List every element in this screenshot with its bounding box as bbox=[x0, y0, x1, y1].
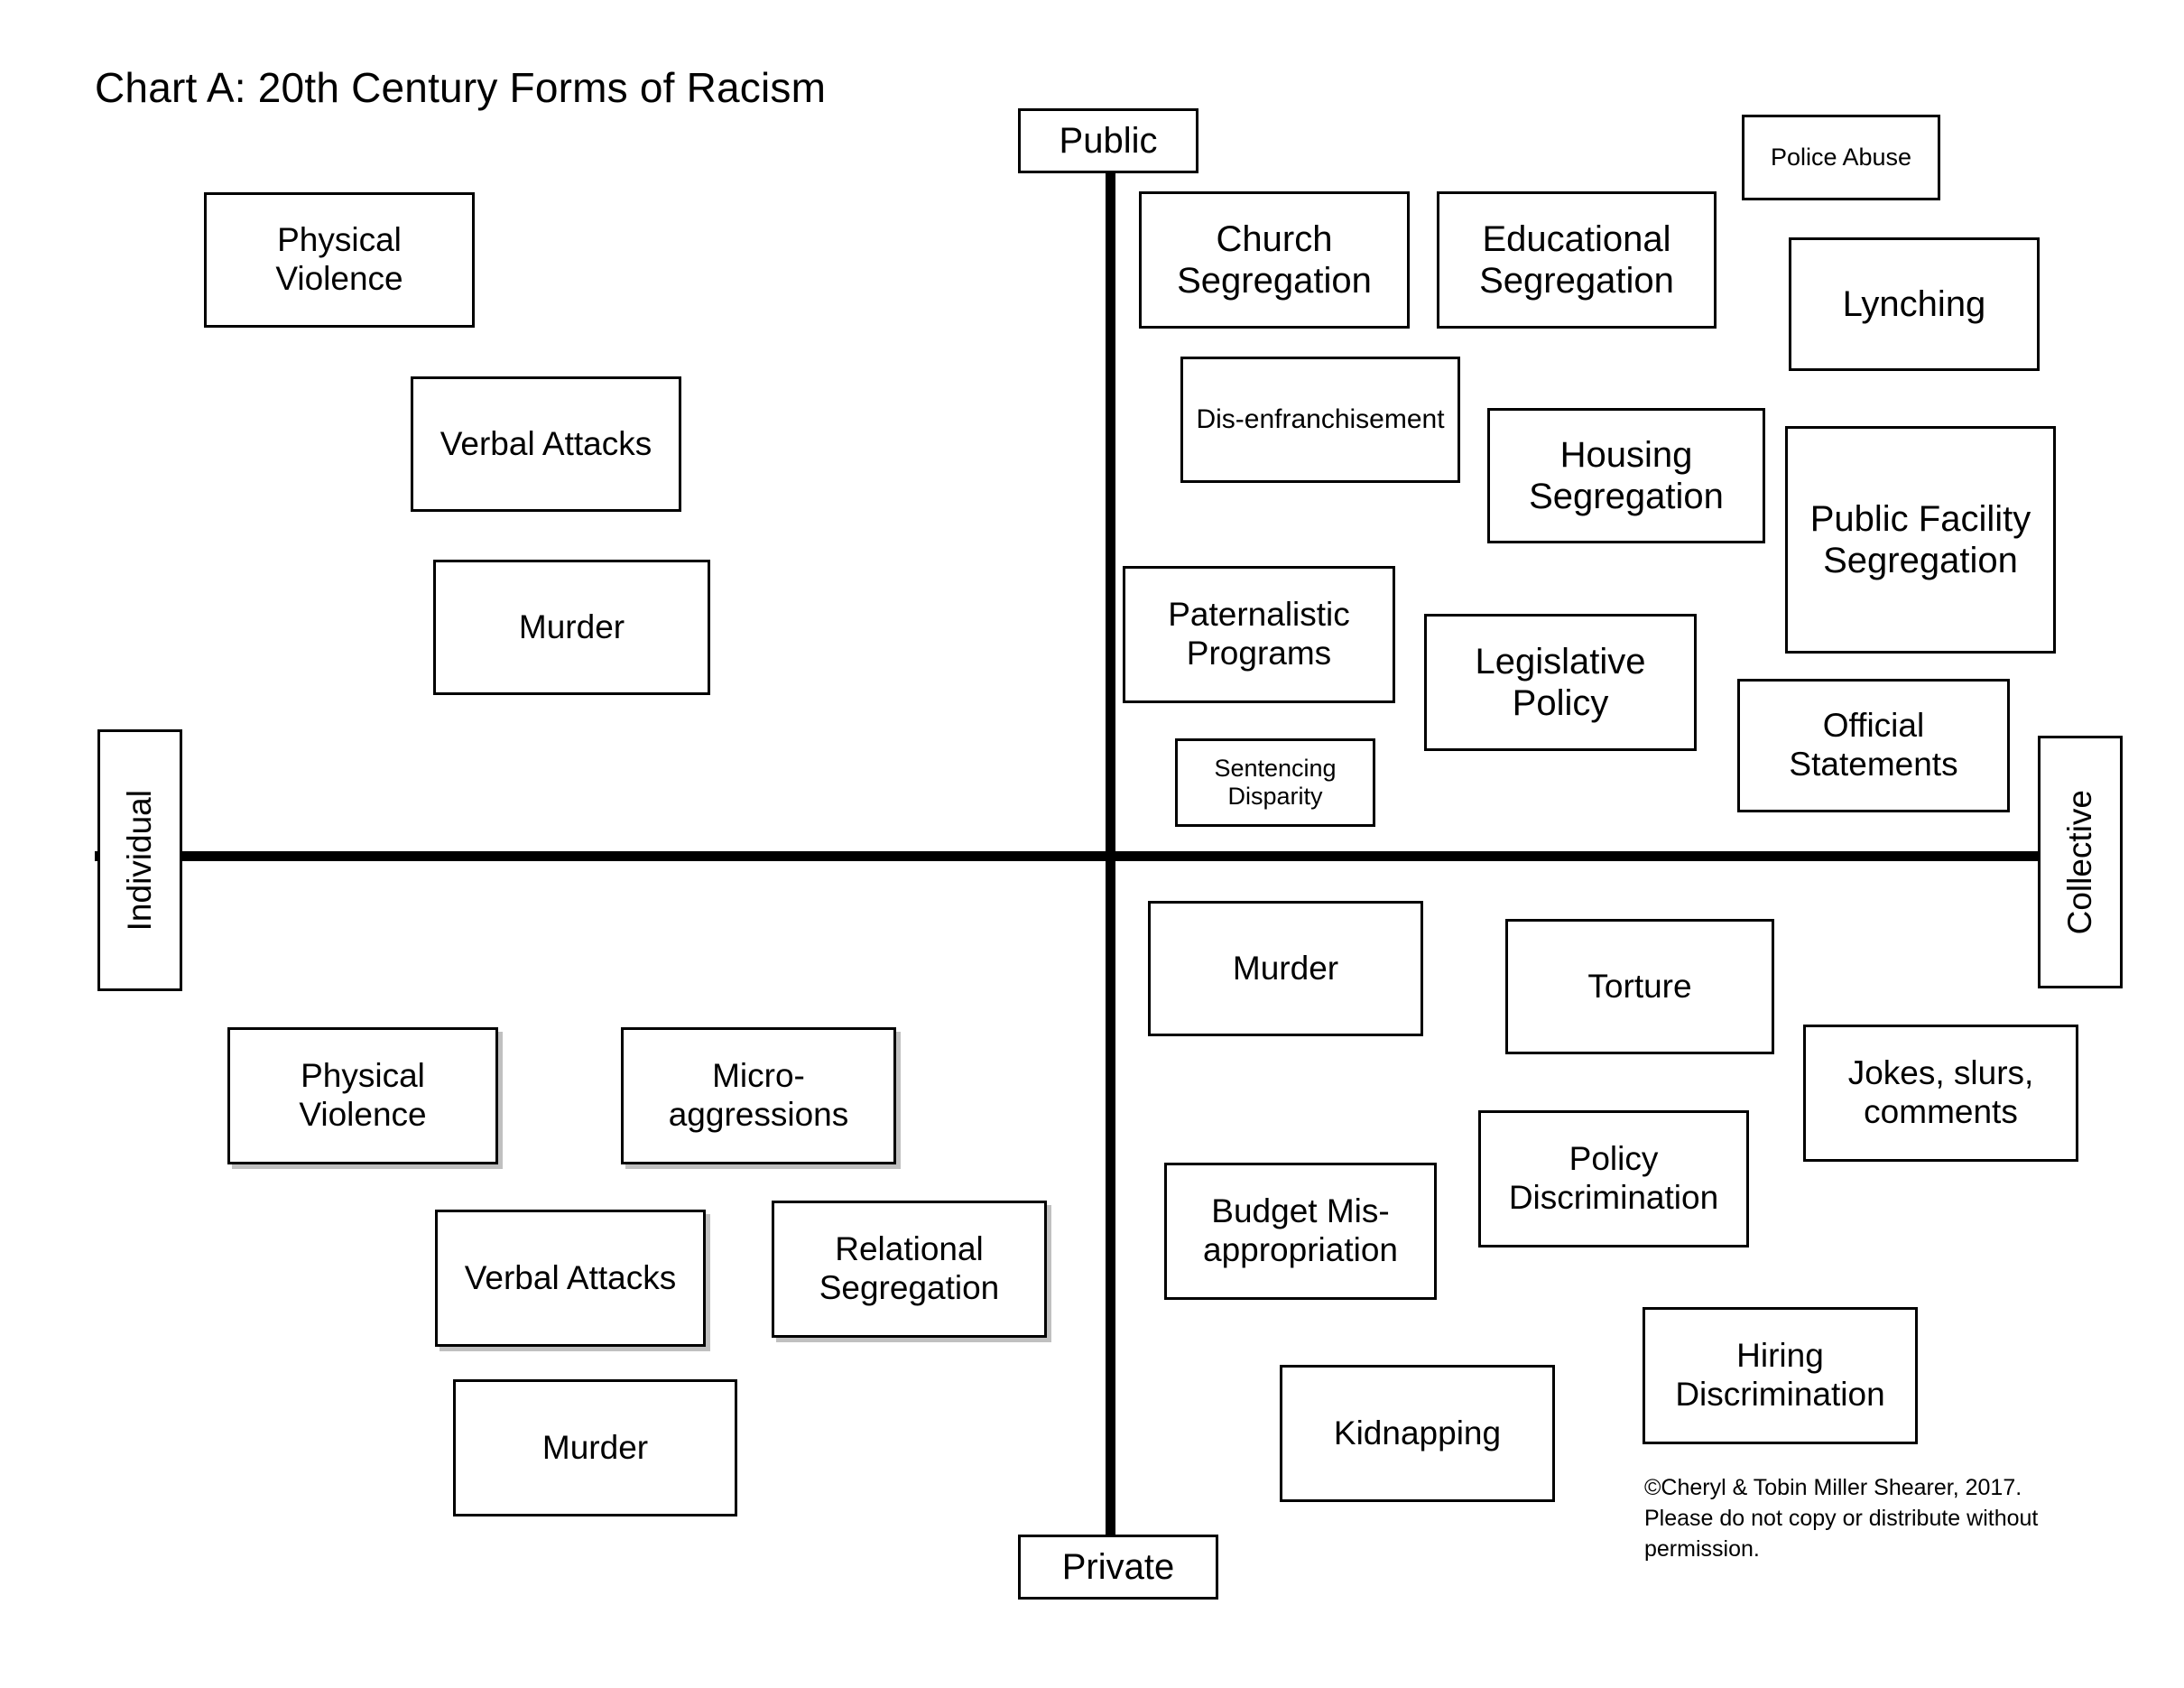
axis-label-individual bbox=[97, 729, 182, 991]
node-budget-misappropriation bbox=[1164, 1163, 1437, 1300]
node-public-facility-segregation bbox=[1785, 426, 2056, 654]
node-label: Torture bbox=[1587, 967, 1692, 1005]
axis-label-private bbox=[1018, 1535, 1218, 1600]
node-label: Physical Violence bbox=[275, 221, 403, 297]
node-verbal-attacks-individual-private bbox=[435, 1210, 706, 1347]
node-label: Public Facility Segregation bbox=[1809, 499, 2031, 580]
chart-title: Chart A: 20th Century Forms of Racism bbox=[95, 64, 827, 111]
node-label: Dis-enfranchisement bbox=[1196, 403, 1445, 434]
axis-label-public-text: Public bbox=[1059, 120, 1158, 161]
node-label: Official Statements bbox=[1789, 707, 1958, 783]
node-torture bbox=[1505, 919, 1774, 1054]
node-physical-violence-individual-private bbox=[227, 1027, 498, 1164]
node-label: Lynching bbox=[1842, 284, 1986, 324]
node-label: Jokes, slurs, comments bbox=[1847, 1054, 2034, 1130]
axis-label-collective-text: Collective bbox=[2061, 789, 2098, 935]
node-label: Murder bbox=[541, 1428, 649, 1466]
node-label: Hiring Discrimination bbox=[1675, 1337, 1885, 1413]
node-label: Educational Segregation bbox=[1479, 219, 1674, 301]
node-label: Verbal Attacks bbox=[440, 424, 652, 462]
node-hiring-discrimination bbox=[1643, 1307, 1918, 1444]
vertical-axis-line bbox=[1106, 153, 1115, 1544]
node-label: Policy Discrimination bbox=[1508, 1140, 1719, 1216]
node-label: Police Abuse bbox=[1770, 143, 1912, 171]
node-murder-individual-public bbox=[433, 560, 710, 695]
node-housing-segregation bbox=[1487, 408, 1765, 543]
node-label: Relational Segregation bbox=[819, 1230, 1000, 1306]
node-verbal-attacks-individual-public bbox=[411, 376, 681, 512]
node-physical-violence-individual-public bbox=[204, 192, 475, 328]
node-label: Murder bbox=[518, 607, 625, 645]
node-relational-segregation bbox=[772, 1201, 1047, 1338]
node-label: Physical Violence bbox=[299, 1057, 427, 1133]
node-kidnapping bbox=[1280, 1365, 1555, 1502]
node-paternalistic-programs bbox=[1123, 566, 1395, 703]
node-label: Murder bbox=[1232, 949, 1339, 987]
node-church-segregation bbox=[1139, 191, 1410, 329]
node-label: Church Segregation bbox=[1177, 219, 1372, 301]
node-micro-aggressions bbox=[621, 1027, 896, 1164]
node-sentencing-disparity bbox=[1175, 738, 1375, 827]
node-murder-individual-private bbox=[453, 1379, 737, 1516]
node-label: Budget Mis-appropriation bbox=[1203, 1192, 1398, 1268]
node-label: Legislative Policy bbox=[1475, 642, 1646, 723]
axis-label-collective bbox=[2038, 736, 2123, 988]
node-lynching bbox=[1789, 237, 2040, 371]
node-jokes-slurs-comments bbox=[1803, 1025, 2078, 1162]
node-legislative-policy bbox=[1424, 614, 1697, 751]
node-policy-discrimination bbox=[1478, 1110, 1749, 1247]
node-police-abuse bbox=[1742, 115, 1940, 200]
node-label: Micro-aggressions bbox=[668, 1057, 849, 1133]
horizontal-axis-line bbox=[95, 851, 2044, 861]
node-label: Kidnapping bbox=[1333, 1414, 1502, 1451]
node-label: Verbal Attacks bbox=[464, 1258, 677, 1296]
node-murder-collective-private bbox=[1148, 901, 1423, 1036]
node-label: Housing Segregation bbox=[1529, 435, 1724, 516]
node-disenfranchisement bbox=[1180, 357, 1460, 483]
node-label: Paternalistic Programs bbox=[1168, 596, 1350, 672]
node-label: Sentencing Disparity bbox=[1214, 754, 1337, 810]
node-educational-segregation bbox=[1437, 191, 1717, 329]
copyright-notice: ©Cheryl & Tobin Miller Shearer, 2017. Please do not copy or distribute without permission. bbox=[1644, 1475, 2039, 1562]
axis-label-private-text: Private bbox=[1061, 1546, 1175, 1587]
axis-label-individual-text: Individual bbox=[121, 789, 158, 932]
node-official-statements bbox=[1737, 679, 2010, 812]
axis-label-public bbox=[1018, 108, 1198, 173]
